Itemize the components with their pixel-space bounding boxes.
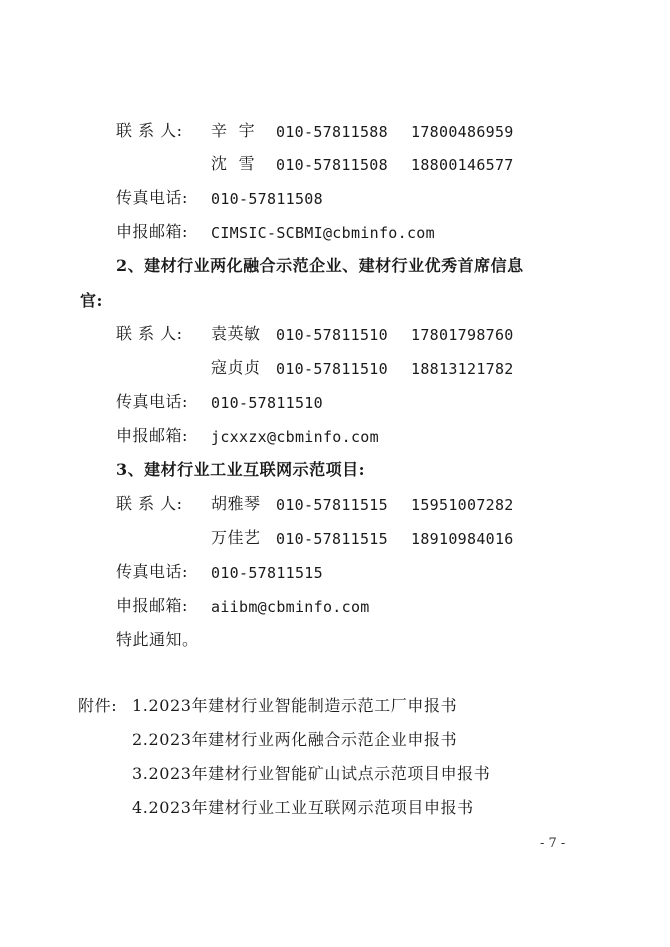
attachment-item: 2.2023年建材行业两化融合示范企业申报书	[132, 730, 458, 749]
s1-contact-2-mobile: 18800146577	[411, 156, 514, 174]
s1-email-label: 申报邮箱:	[116, 222, 188, 241]
s1-contact-1-tel: 010-57811588	[276, 123, 388, 141]
s3-email-label: 申报邮箱:	[116, 596, 188, 615]
s2-contact-1-tel: 010-57811510	[276, 326, 388, 344]
s2-contact-2-name: 寇贞贞	[211, 358, 261, 377]
s1-contact-label: 联 系 人:	[116, 121, 183, 140]
page-number: - 7 -	[540, 836, 566, 851]
s2-contact-2-mobile: 18813121782	[411, 360, 514, 378]
s1-fax-label: 传真电话:	[116, 188, 188, 207]
s2-contact-1-name: 袁英敏	[211, 324, 261, 343]
closing-text: 特此通知。	[116, 630, 199, 649]
s2-contact-label: 联 系 人:	[116, 324, 183, 343]
attachment-item: 3.2023年建材行业智能矿山试点示范项目申报书	[132, 764, 491, 783]
attachment-item: 4.2023年建材行业工业互联网示范项目申报书	[132, 798, 474, 817]
s2-heading-line2: 官:	[80, 291, 103, 310]
s2-email-label: 申报邮箱:	[116, 426, 188, 445]
s2-fax: 010-57811510	[211, 394, 323, 412]
s2-heading-line1: 2、建材行业两化融合示范企业、建材行业优秀首席信息	[116, 256, 524, 275]
s3-fax: 010-57811515	[211, 564, 323, 582]
s1-contact-2-name: 沈 雪	[211, 154, 256, 173]
s3-heading: 3、建材行业工业互联网示范项目:	[116, 460, 366, 479]
s3-contact-label: 联 系 人:	[116, 494, 183, 513]
s1-contact-2-tel: 010-57811508	[276, 156, 388, 174]
s3-contact-1-mobile: 15951007282	[411, 496, 514, 514]
s1-contact-1-name: 辛 宇	[211, 121, 256, 140]
s3-contact-1-tel: 010-57811515	[276, 496, 388, 514]
s3-contact-2-tel: 010-57811515	[276, 530, 388, 548]
s2-email: jcxxzx@cbminfo.com	[211, 428, 379, 446]
s1-email: CIMSIC-SCBMI@cbminfo.com	[211, 224, 435, 242]
s2-contact-2-tel: 010-57811510	[276, 360, 388, 378]
s2-fax-label: 传真电话:	[116, 392, 188, 411]
s1-contact-1-mobile: 17800486959	[411, 123, 514, 141]
attachments-label: 附件:	[78, 696, 118, 715]
s3-contact-2-name: 万佳艺	[211, 528, 261, 547]
s3-email: aiibm@cbminfo.com	[211, 598, 370, 616]
s3-contact-2-mobile: 18910984016	[411, 530, 514, 548]
s3-contact-1-name: 胡雅琴	[211, 494, 261, 513]
s1-fax: 010-57811508	[211, 190, 323, 208]
s2-contact-1-mobile: 17801798760	[411, 326, 514, 344]
attachment-item: 1.2023年建材行业智能制造示范工厂申报书	[132, 696, 458, 715]
s3-fax-label: 传真电话:	[116, 562, 188, 581]
